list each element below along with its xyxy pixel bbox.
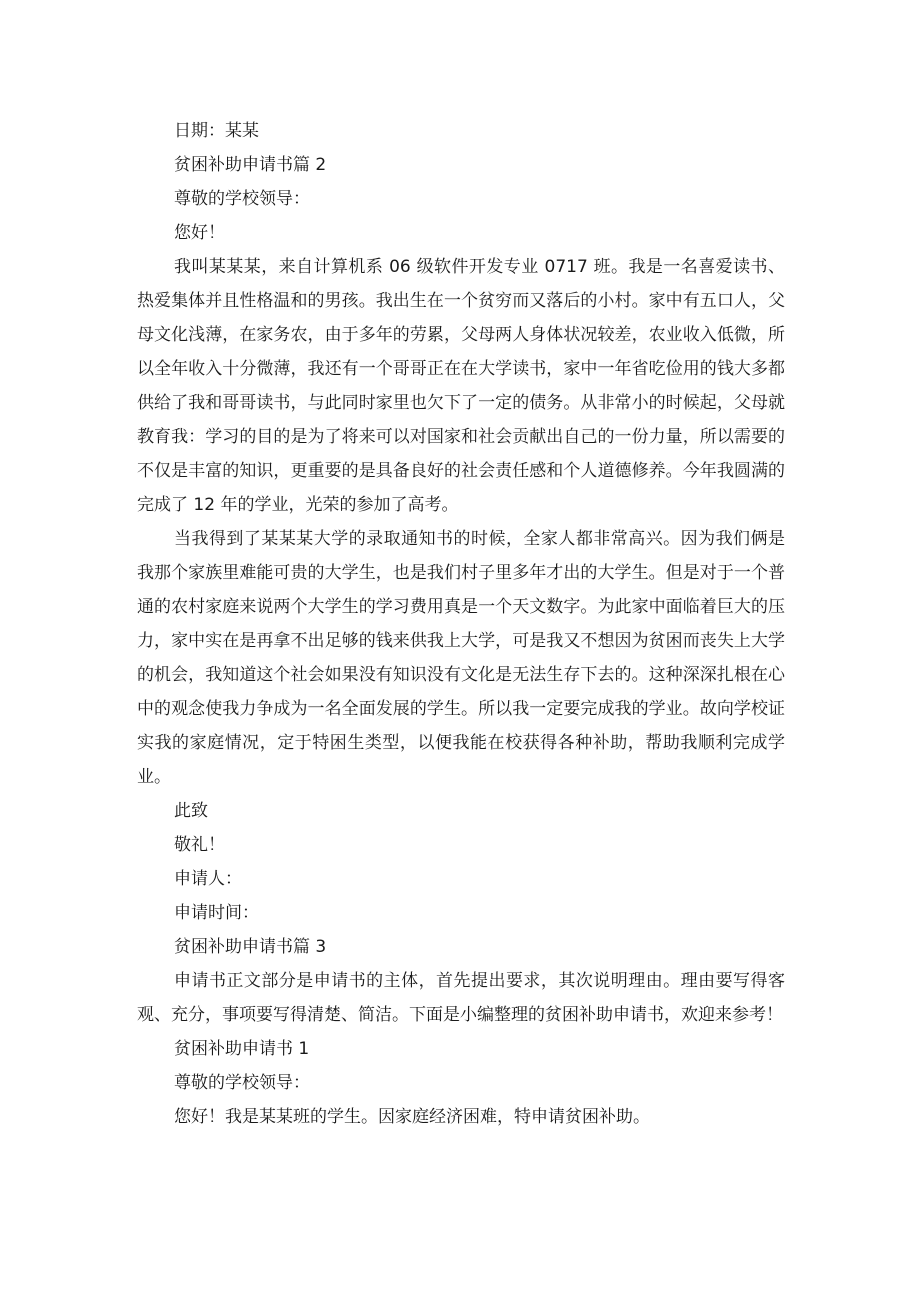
closing-line-2: 敬礼！ [174,835,225,855]
section-3-heading: 贫困补助申请书篇 3 [174,937,327,957]
greeting: 您好！ [174,223,225,243]
closing-line-1: 此致 [174,801,208,821]
apply-time-line: 申请时间： [174,903,259,923]
applicant-line: 申请人： [174,869,242,889]
sub-heading: 贫困补助申请书 1 [174,1039,310,1059]
salutation: 尊敬的学校领导： [174,189,310,209]
salutation-2: 尊敬的学校领导： [174,1073,310,1093]
section-3-intro-paragraph: 申请书正文部分是申请书的主体，首先提出要求，其次说明理由。理由要写得客观、充分，事项要写得清楚、简洁。下面是小编整理的贫困补助申请书，欢迎来参考！ [137,971,785,1025]
date-line: 日期：某某 [174,121,259,141]
body-start-line: 您好！我是某某班的学生。因家庭经济困难，特申请贫困补助。 [174,1107,650,1127]
body-paragraph-2: 当我得到了某某某大学的录取通知书的时候，全家人都非常高兴。因为我们俩是我那个家族里难能可贵的大学生，也是我们村子里多年才出的大学生。但是对于一个普通的农村家庭来说两个大学生的学习费用真是一个天文数字。为此家中面临着巨大的压力，家中实在是再拿不出足够的钱来供我上大学，可是我又不想因为贫困而丧失上大学的机会，我知道这个社会如果没有知识没有文化是无法生存下去的。这种深深扎根在心中的观念使我力争成为一名全面发展的学生。所以我一定要完成我的学业。故向学校证实我的家庭情况，定于特困生类型，以便我能在校获得各种补助，帮助我顺利完成学业。 [137,529,785,787]
section-2-heading: 贫困补助申请书篇 2 [174,155,327,175]
body-paragraph-1: 我叫某某某，来自计算机系 06 级软件开发专业 0717 班。我是一名喜爱读书、热爱集体并且性格温和的男孩。我出生在一个贫穷而又落后的小村。家中有五口人，父母文化浅薄，在家务农，由于多年的劳累，父母两人身体状况较差，农业收入低微，所以全年收入十分微薄，我还有一个哥哥正在在大学读书，家中一年省吃俭用的钱大多都供给了我和哥哥读书，与此同时家里也欠下了一定的债务。从非常小的时候起，父母就教育我：学习的目的是为了将来可以对国家和社会贡献出自己的一份力量，所以需要的不仅是丰富的知识，更重要的是具备良好的社会责任感和个人道德修养。今年我圆满的完成了 12 年的学业，光荣的参加了高考。 [137,257,785,515]
document-page [137,114,785,1134]
